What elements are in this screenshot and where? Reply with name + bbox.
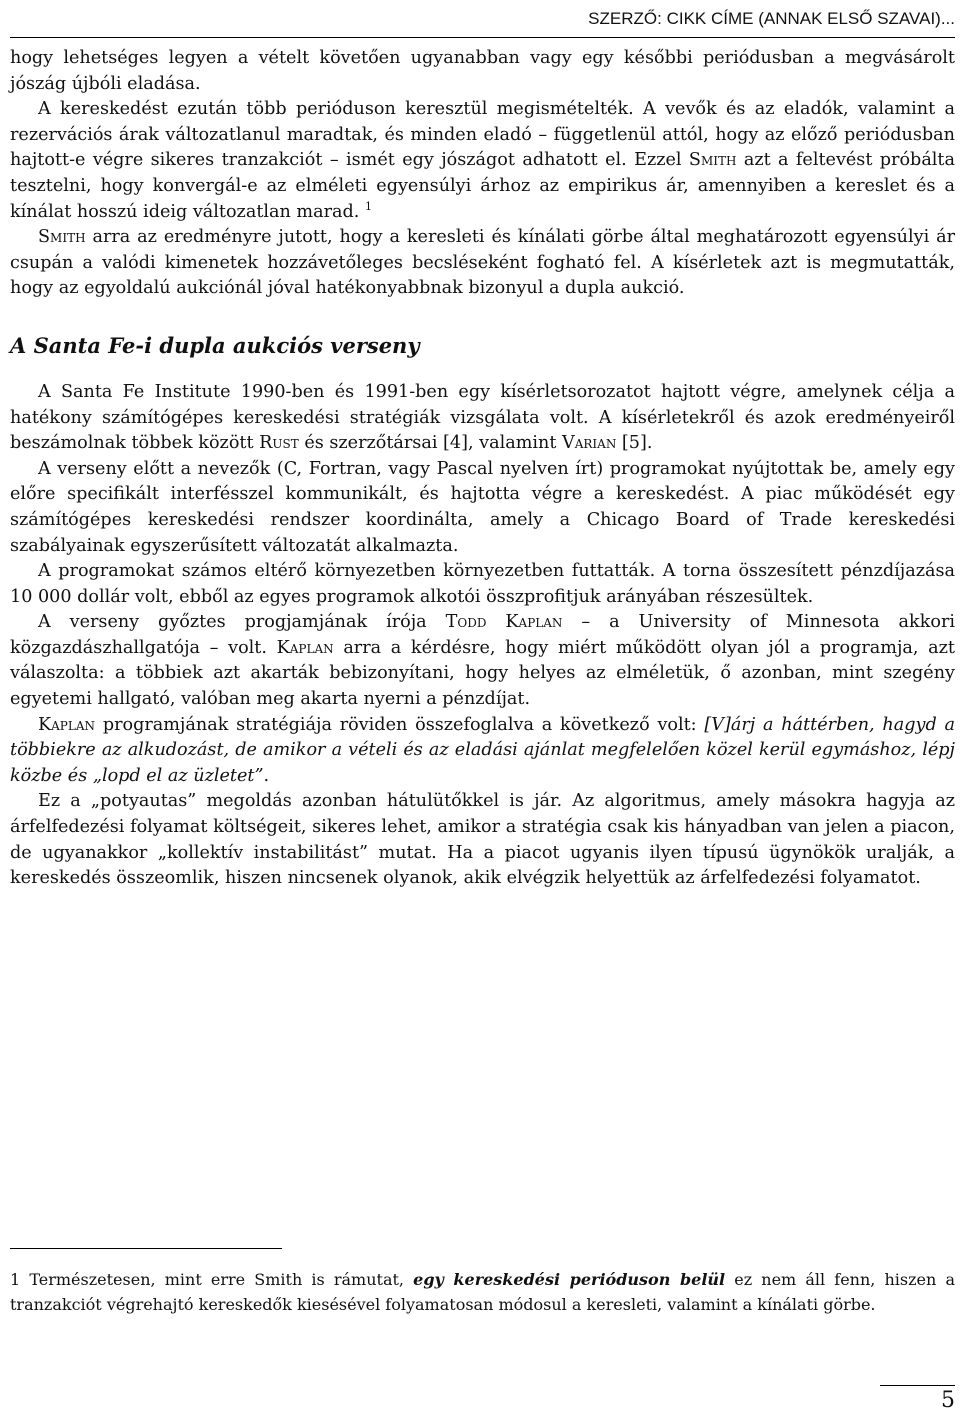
author-name: Smith: [38, 227, 86, 248]
footnote: 1 Természetesen, mint erre Smith is rámutat, egy kereskedési perióduson belül ez nem áll fenn, hiszen a tranzakciót végrehajtó kereskedők kiesésével folyamatosan módosul a keresleti, valamint a kínálati görbe.: [10, 1270, 956, 1314]
author-name: Rust: [259, 433, 299, 454]
page-number: 5: [941, 1388, 955, 1413]
paragraph: Kaplan programjának stratégiája röviden összefoglalva a következő volt: [V]árj a háttérben, hagyd a többiekre az alkudozást, de amikor a vételi és az eladási ajánlat megfelelően közel kerül egymáshoz, lépj közbe és „lopd el az üzletet”.: [10, 714, 956, 786]
paragraph: Ez a „potyautas” megoldás azonban hátulütőkkel is jár. Az algoritmus, amely másokra hagyja az árfelfedezési folyamat költségeit, sikeres lehet, amikor a stratégia csak kis hányadban van jelen a piacon, de ugyanakkor „kollektív instabilitást” mutat. Ha a piacot ugyanis ilyen típusú ügynökök uralják, a kereskedés összeomlik, hiszen nincsenek olyanok, akik elvégzik helyettük az árfelfedezési folyamatot.: [10, 791, 955, 889]
paragraph: A verseny győztes progjamjának írója Todd Kaplan – a University of Minnesota akkori közgazdászhallgatója – volt. Kaplan arra a kérdésre, hogy miért működött olyan jól a programja, azt válaszolta: a többiek azt akarták bebizonyítani, hogy helyes az elméletük, ő azonban, mint szegény egyetemi hallgató, valóban meg akarta nyerni a pénzdíjat.: [10, 612, 955, 710]
paragraph: A Santa Fe Institute 1990-ben és 1991-ben egy kísérletsorozatot hajtott végre, amelynek célja a hatékony számítógépes kereskedési stratégiák vizsgálata volt. A kísérletekről és azok eredményeiről beszámolnak többek között Rust és szerzőtársai [4], valamint Varian [5].: [10, 381, 955, 454]
author-name: Kaplan: [276, 637, 334, 658]
running-header: SZERZŐ: CIKK CÍME (ANNAK ELSŐ SZAVAI)...: [10, 4, 955, 38]
footnote-emphasis: egy kereskedési perióduson belül: [413, 1270, 726, 1289]
page-number-rule: [880, 1385, 955, 1386]
main-text: [10, 46, 955, 892]
paragraph: A programokat számos eltérő környezetben környezetben futtatták. A torna összesített pénzdíjazása 10 000 dollár volt, ebből az egyes programok alkotói összprofitjuk arányában részesültek.: [10, 561, 955, 607]
paragraph: Smith arra az eredményre jutott, hogy a keresleti és kínálati görbe által meghatározott egyensúlyi ár csupán a valódi kimenetek hozzávetőleges becsléseként fogható fel. A kísérletek azt is megmutatták, hogy az egyoldalú aukciónál jóval hatékonyabbnak bizonyul a dupla aukció.: [10, 227, 955, 299]
paragraph: A verseny előtt a nevezők (C, Fortran, vagy Pascal nyelven írt) programokat nyújtottak be, amely egy előre specifikált interfésszel kommunikált, és hajtotta végre a kereskedést. A piac működését egy számítógépes kereskedési rendszer koordinálta, amely a Chicago Board of Trade kereskedési szabályainak egyszerűsített változatát alkalmazta.: [10, 458, 955, 556]
paragraph: hogy lehetséges legyen a vételt követően ugyanabban vagy egy későbbi periódusban a megvásárolt jószág újbóli eladása.: [10, 48, 955, 94]
strategy-quote: [V]árj a háttérben, hagyd a többiekre az alkudozást, de amikor a vételi és az eladási ajánlat megfelelően közel kerül egymáshoz, lépj közbe és „lopd el az üzletet”: [10, 714, 956, 786]
paragraph: A kereskedést ezután több perióduson keresztül megismételték. A vevők és az eladók, valamint a rezervációs árak változatlanul maradtak, és minden eladó – függetlenül attól, hogy az előző periódusban hajtott-e végre sikeres tranzakciót – ismét egy jószágot adhatott el. Ezzel Smith azt a feltevést próbálta tesztelni, hogy konvergál-e az elméleti egyensúlyi árhoz az empirikus ár, amennyiben a kereslet és a kínálat hosszú ideig változatlan marad. $^1$: [10, 99, 955, 222]
author-name: Todd Kaplan: [445, 612, 563, 633]
footnote-separator: [10, 1248, 282, 1249]
footnote-ref[interactable]: 1: [364, 199, 372, 213]
section-heading: A Santa Fe-i dupla aukciós verseny: [10, 332, 420, 358]
author-name: Varian: [562, 433, 617, 454]
author-name: Smith: [688, 150, 737, 171]
footnote-number: 1: [10, 1270, 21, 1289]
author-name: Kaplan: [38, 714, 96, 735]
